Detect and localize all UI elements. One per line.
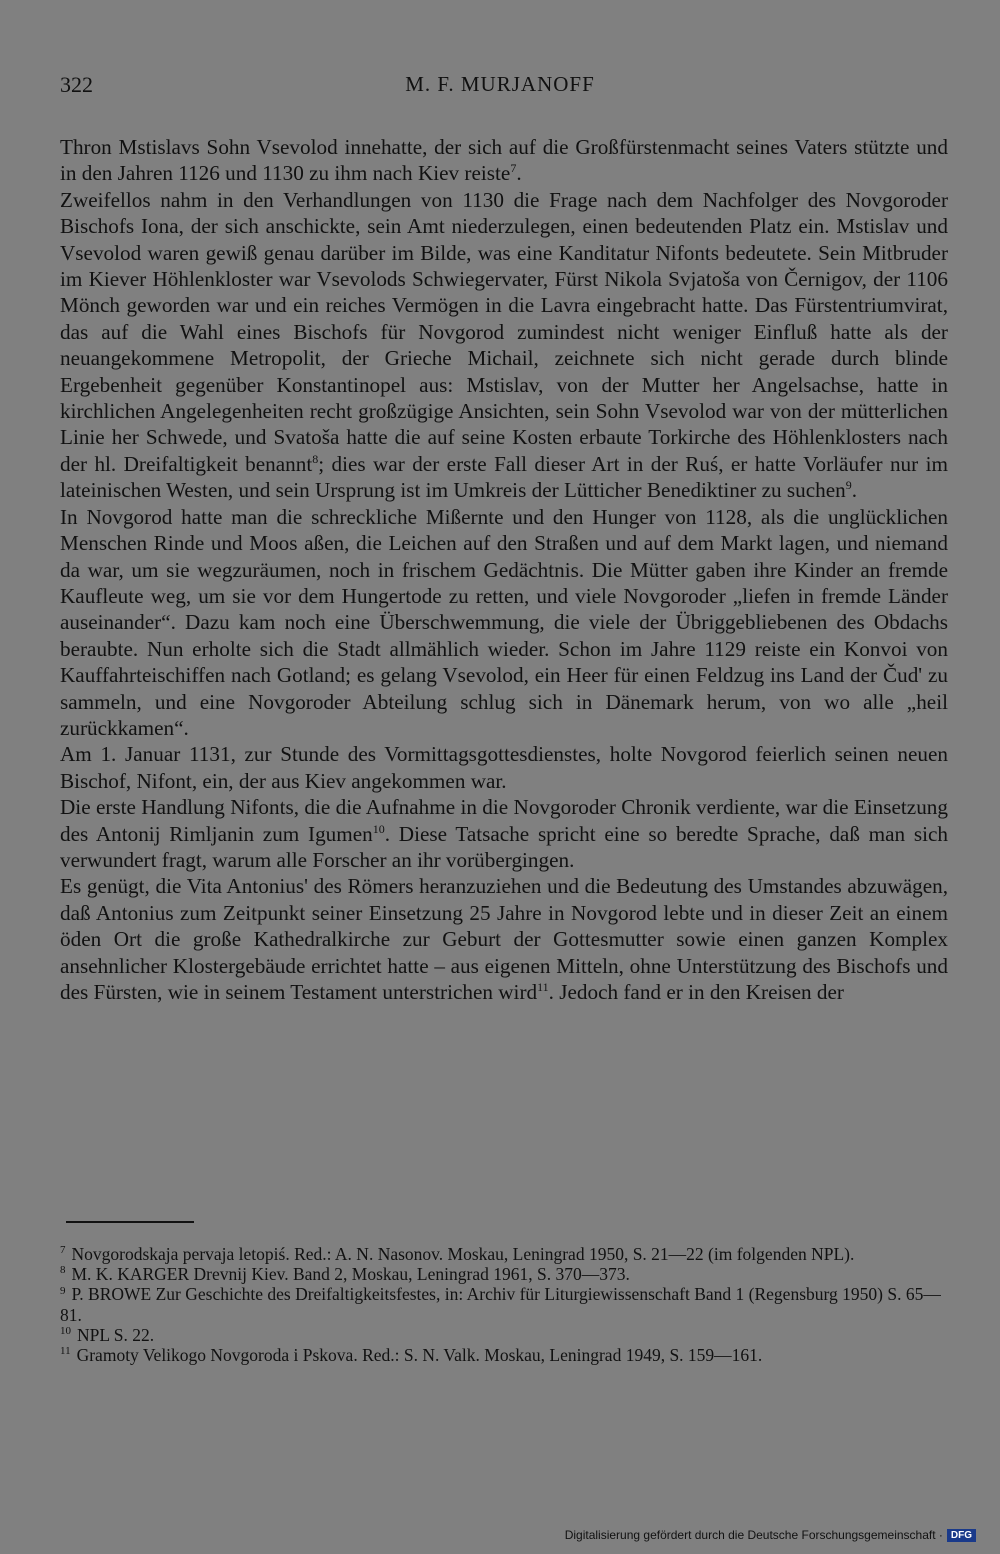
footnote-text: M. K. KARGER Drevnij Kiev. Band 2, Moskau, Leningrad 1961, S. 370—373. — [71, 1264, 630, 1285]
paragraph-text: Thron Mstislavs Sohn Vsevolod innehatte, der sich auf die Großfürstenmacht seines Vaters stützte und in den Jahren 1126 und 1130 zu ihm nach Kiev reiste — [60, 135, 948, 186]
dfg-logo: DFG — [947, 1529, 976, 1542]
footnote-mark: 9 — [60, 1284, 66, 1297]
paragraph-6 — [60, 873, 948, 1005]
footnote-text: NPL S. 22. — [77, 1324, 155, 1345]
footnote — [60, 1325, 948, 1345]
paragraph-text: ; dies war der erste Fall dieser Art in der Ruś, er hatte Vorläufer nur im lateinischen Westen, und sein Ursprung ist im Umkreis der Lütticher Benediktiner zu suchen — [60, 451, 948, 503]
footnote-text: Gramoty Velikogo Novgoroda i Pskova. Red.: S. N. Valk. Moskau, Leningrad 1949, S. 159—161. — [76, 1345, 763, 1366]
paragraph-text: Zweifellos nahm in den Verhandlungen von 1130 die Frage nach dem Nachfolger des Novgoroder Bischofs Iona, der sich anschickte, sein Amt niederzulegen, einen bedeutenden Platz ein. Mstislav und Vsevolod waren gewiß genau darüber im Bilde, was eine Kanditatur Nifonts bedeutete. Sein Mitbruder im Kiever Höhlenkloster war Vsevolods Schwiegervater, Fürst Nikola Svjatoša von Černigov, der 1106 Mönch geworden war und ein reiches Vermögen in die Lavra eingebracht hatte. Das Fürstentriumvirat, das auf die Wahl eines Bischofs für Novgorod zumindest nicht weniger Einfluß hatte als der neuangekommene Metropolit, der Grieche Michail, zeichnete sich nicht gerade durch blinde Ergebenheit gegenüber Konstantinopel aus: Mstislav, von der Mutter her Angelsachse, hatte in kirchlichen Angelegenheiten recht großzügige Ansichten, sein Sohn Vsevolod war von der mütterlichen Linie her Schwede, und Svatoša hatte die auf seine Kosten erbaute Torkirche des Höhlenklosters nach der hl. Dreifaltigkeit benannt — [60, 187, 948, 476]
footnote-ref-10: 10 — [372, 821, 385, 836]
paragraph-5 — [60, 794, 948, 873]
footnote — [60, 1284, 948, 1324]
footnote — [60, 1345, 948, 1365]
footnote-mark: 11 — [60, 1345, 71, 1358]
footnote-mark: 7 — [60, 1244, 66, 1257]
footnote-ref-8: 8 — [312, 451, 319, 466]
footnote-ref-11: 11 — [537, 979, 549, 994]
paragraph-text: . — [516, 161, 522, 186]
running-head: M. F. MURJANOFF — [405, 72, 595, 96]
footnote-separator — [66, 1221, 194, 1223]
paragraph-text: . — [851, 478, 858, 503]
body-text — [60, 134, 948, 1005]
footnote — [60, 1264, 948, 1284]
paragraph-text: . Diese Tatsache spricht eine so beredte Sprache, daß man sich verwundert fragt, warum alle Forscher an ihr vorübergingen. — [60, 821, 949, 872]
paragraph-2 — [60, 187, 948, 504]
footnotes — [60, 1244, 948, 1365]
paragraph-text: . Jedoch fand er in den Kreisen der — [548, 980, 844, 1004]
digitization-credit — [565, 1528, 976, 1542]
footnote-ref-9: 9 — [845, 478, 852, 493]
footnote-ref-7: 7 — [510, 161, 517, 176]
footnote-text: Novgorodskaja pervaja letopiś. Red.: A. N. Nasonov. Moskau, Leningrad 1950, S. 21—22 (im folgenden NPL). — [71, 1244, 855, 1264]
footnote — [60, 1244, 948, 1264]
paragraph-text: Die erste Handlung Nifonts, die die Aufnahme in die Novgoroder Chronik verdiente, war die Einsetzung des Antonij Rimljanin zum Igumen — [60, 795, 948, 846]
paragraph-3: In Novgorod hatte man die schreckliche Mißernte und den Hunger von 1128, als die unglücklichen Menschen Rinde und Moos aßen, die Leichen auf den Straßen und auf dem Markt lagen, und niemand da war, um sie wegzuräumen, noch in frischem Gedächtnis. Die Mütter gaben ihre Kinder an fremde Kaufleute weg, um sie vor dem Hungertode zu retten, und viele Novgoroder „liefen in fremde Länder auseinander“. Dazu kam noch eine Überschwemmung, die viele der Übriggebliebenen des Obdachs beraubte. Nun erholte sich die Stadt allmählich wieder. Schon im Jahre 1129 reiste ein Konvoi von Kauffahrteischiffen nach Gotland; es gelang Vsevolod, ein Heer für einen Feldzug ins Land der Čud' zu sammeln, und eine Novgoroder Abteilung schlug sich in Dänemark herum, von wo alle „heil zurückkamen“. — [60, 504, 948, 740]
footnote-mark: 8 — [60, 1264, 66, 1277]
credit-text: Digitalisierung gefördert durch die Deutsche Forschungsgemeinschaft · — [564, 1528, 943, 1542]
paragraph-text: Es genügt, die Vita Antonius' des Römers heranzuziehen und die Bedeutung des Umstandes abzuwägen, daß Antonius zum Zeitpunkt seiner Einsetzung 25 Jahre in Novgorod lebte und in dieser Zeit an einem öden Ort die große Kathedralkirche zur Geburt der Gottesmutter sowie einen ganzen Komplex ansehnlicher Klostergebäude errichtet hatte – aus eigenen Mitteln, ohne Unterstützung des Bischofs und des Fürsten, wie in seinem Testament unterstrichen wird — [60, 874, 948, 1004]
footnote-mark: 10 — [60, 1324, 71, 1337]
paragraph-1 — [60, 134, 948, 187]
footnote-text: P. BROWE Zur Geschichte des Dreifaltigkeitsfestes, in: Archiv für Liturgiewissenschaft Band 1 (Regensburg 1950) S. 65—81. — [60, 1284, 941, 1325]
page-number: 322 — [60, 72, 93, 97]
paragraph-4: Am 1. Januar 1131, zur Stunde des Vormittagsgottesdienstes, holte Novgorod feierlich seinen neuen Bischof, Nifont, ein, der aus Kiev angekommen war. — [60, 742, 948, 793]
